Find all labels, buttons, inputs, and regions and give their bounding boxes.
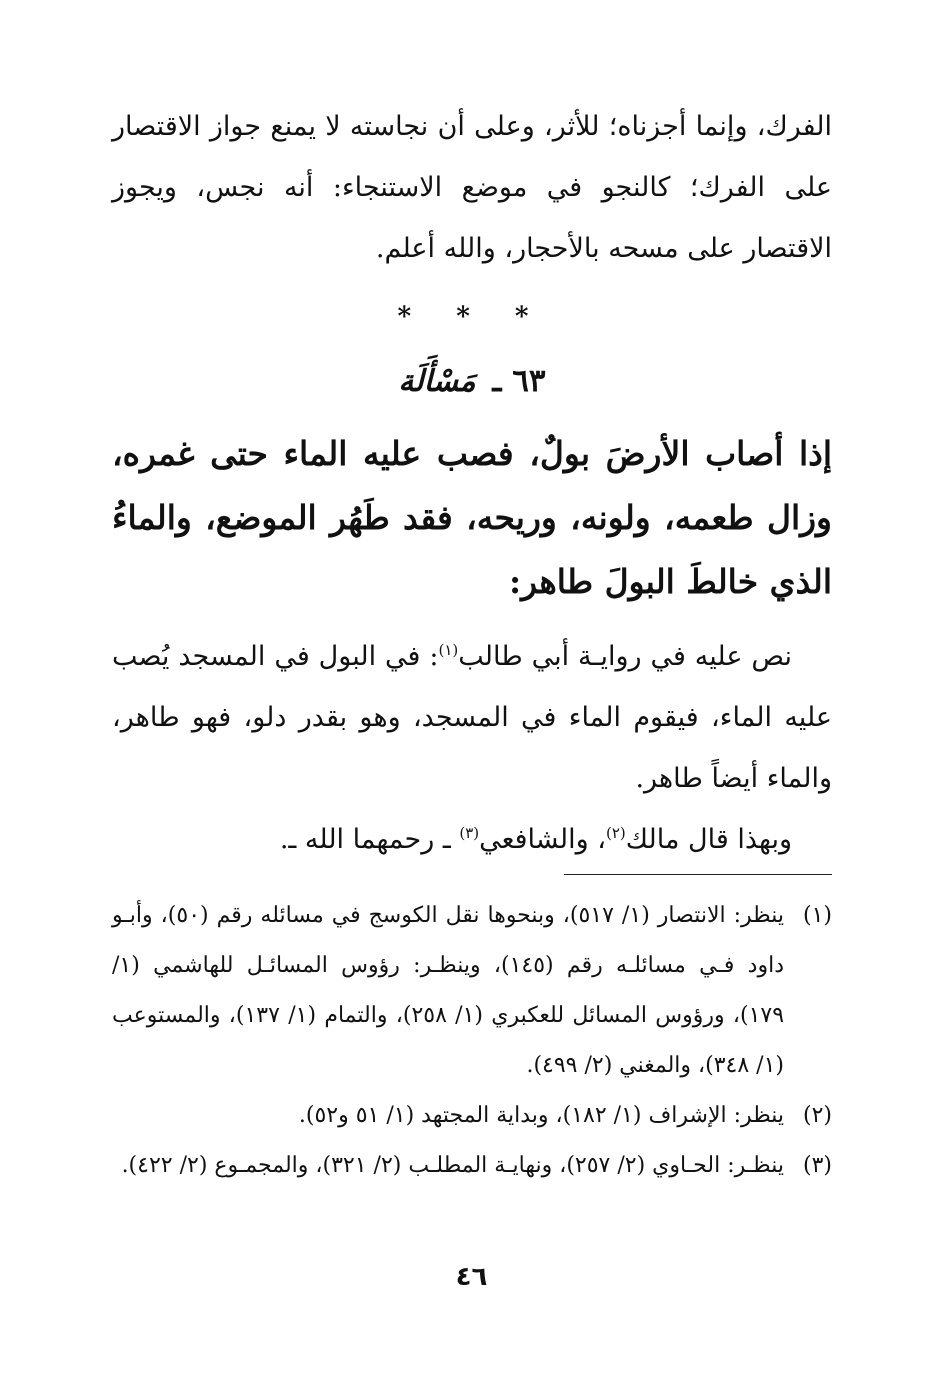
page-number: ٤٦ xyxy=(455,1262,488,1292)
ruling-text: إذا أصاب الأرضَ بولٌ، فصب عليه الماء حتى غمره، وزال طعمه، ولونه، وريحه، فقد طَهُر الموضع، والماءُ الذي خالطَ البولَ طاهر: xyxy=(112,434,832,601)
footnote-number: (٣) xyxy=(802,1153,832,1178)
footnote-2 xyxy=(112,1091,832,1141)
footnote-number: (١) xyxy=(802,903,832,928)
footnote-1 xyxy=(112,891,832,1091)
body-p1-after: : في البول في المسجد يُصب عليه الماء، فيقوم الماء في المسجد، وهو بقدر دلو، فهو طاهر، والماء أيضاً طاهر. xyxy=(112,641,832,794)
footnote-divider xyxy=(564,874,832,875)
body-p2-b: ، والشافعي xyxy=(479,824,606,855)
body-paragraph-1 xyxy=(112,626,832,809)
body-p2-c: ـ رحمهما الله ـ. xyxy=(279,824,460,855)
section-separator: * * * xyxy=(397,302,547,332)
masala-word: مَسْأَلَة xyxy=(398,364,476,399)
footnote-ref-2: (٢) xyxy=(605,824,626,842)
footnote-text: ينظر: الانتصار (١/ ٥١٧)، وبنحوها نقل الكوسج في مسائله رقم (٥٠)، وأبـو داود فـي مسائلـه رقم (١٤٥)، وينظـر: رؤوس المسائـل للهاشمي (١/ ١٧٩)، ورؤوس المسائل للعكبري (١/ ٢٥٨)، والتمام (١/ ١٣٧)، والمستوعب (١/ ٣٤٨)، والمغني (٢/ ٤٩٩). xyxy=(112,903,785,1078)
intro-paragraph: الفرك، وإنما أجزناه؛ للأثر، وعلى أن نجاسته لا يمنع جواز الاقتصار على الفرك؛ كالنجو في موضع الاستنجاء: أنه نجس، ويجوز الاقتصار على مسحه بالأحجار، والله أعلم. xyxy=(112,111,832,264)
footnote-number: (٢) xyxy=(802,1103,832,1128)
footnotes xyxy=(112,891,832,1191)
footnote-text: ينظر: الإشراف (١/ ١٨٢)، وبداية المجتهد (١/ ٥١ و٥٢). xyxy=(298,1103,784,1128)
masala-number: ٦٣ ـ xyxy=(492,363,546,399)
body-p1-before: نص عليه في روايـة أبي طالب xyxy=(458,641,792,672)
footnote-3 xyxy=(112,1141,832,1191)
masala-heading xyxy=(112,349,832,414)
footnote-ref-3: (٣) xyxy=(459,824,480,842)
footnote-ref-1: (١) xyxy=(438,641,459,659)
footnote-text: ينظـر: الحـاوي (٢/ ٢٥٧)، ونهايـة المطلـب (٢/ ٣٢١)، والمجمـوع (٢/ ٤٢٢). xyxy=(121,1153,784,1178)
page-body xyxy=(112,96,832,1191)
body-p2-a: وبهذا قال مالك xyxy=(625,824,792,855)
body-paragraph-2 xyxy=(112,809,832,870)
